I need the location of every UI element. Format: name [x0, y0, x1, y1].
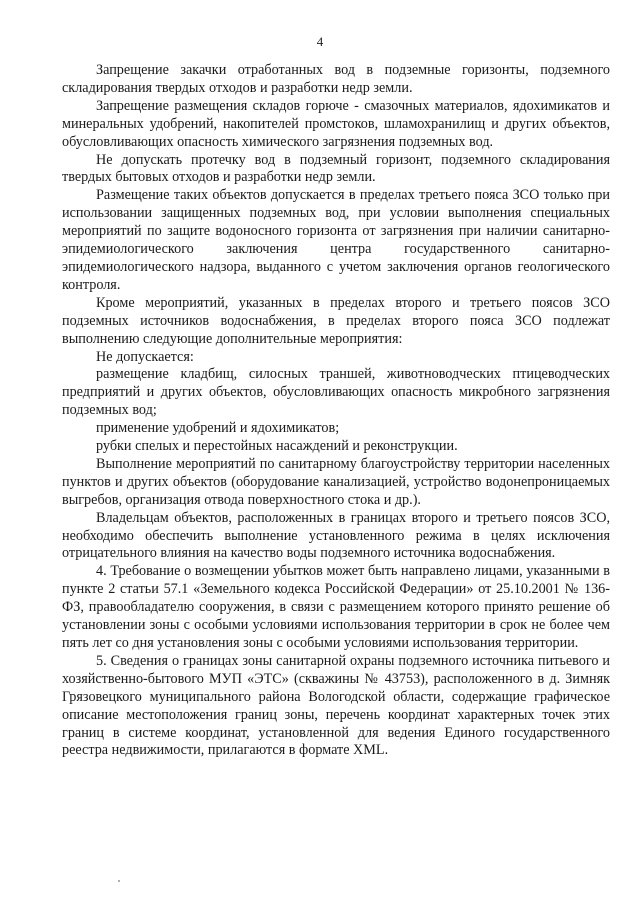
- paragraph-ban-waste-injection: Запрещение закачки отработанных вод в подземные горизонты, подземного складирования твердых отходов и разработки недр земли.: [62, 62, 610, 96]
- paragraph-item-4-damages: 4. Требование о возмещении убытков может быть направлено лицами, указанными в пункте 2 статьи 57.1 «Земельного кодекса Российской Федерации» от 25.10.2001 № 136-ФЗ, правообладателю сооружения, в связи с размещением которого принято решение об установлении зоны с особыми условиями использования территории в срок не более чем пять лет со дня установления зоны с особыми условиями использования территории.: [62, 563, 610, 651]
- paragraph-second-belt-measures: Кроме мероприятий, указанных в пределах второго и третьего поясов ЗСО подземных источников водоснабжения, в пределах второго пояса ЗСО подлежат выполнению следующие дополнительные мероприятия:: [62, 294, 610, 347]
- paragraph-sanitary-improvement: Выполнение мероприятий по санитарному благоустройству территории населенных пунктов и других объектов (оборудование канализацией, устройство водонепроницаемых выгребов, организация отвода поверхностного стока и др.).: [62, 455, 610, 508]
- paragraph-cemeteries: размещение кладбищ, силосных траншей, животноводческих птицеводческих предприятий и других объектов, обусловливающих опасность микробного загрязнения подземных вод;: [62, 366, 610, 419]
- scan-speck: [118, 880, 120, 882]
- paragraph-no-leakage: Не допускать протечку вод в подземный горизонт, подземного складирования твердых бытовых отходов и разработки недр земли.: [62, 151, 610, 186]
- document-body: [62, 62, 610, 760]
- paragraph-not-allowed-heading: Не допускается:: [96, 348, 194, 365]
- paragraph-logging: рубки спелых и перестойных насаждений и реконструкции.: [96, 438, 458, 455]
- page-number: 4: [316, 34, 324, 49]
- paragraph-ban-storage-warehouses: Запрещение размещения складов горюче - смазочных материалов, ядохимикатов и минеральных удобрений, накопителей промстоков, шламохранилищ и других объектов, обусловливающих опасность химического загрязнения подземных вод.: [62, 97, 610, 150]
- paragraph-third-belt-placement: Размещение таких объектов допускается в пределах третьего пояса ЗСО только при использовании защищенных подземных вод, при условии выполнения специальных мероприятий по защите водоносного горизонта от загрязнения при наличии санитарно-эпидемиологического заключения центра государственного санитарно-эпидемиологического надзора, выданного с учетом заключения органов геологического контроля.: [62, 187, 610, 293]
- paragraph-owners-obligations: Владельцам объектов, расположенных в границах второго и третьего поясов ЗСО, необходимо обеспечить выполнение установленного режима в целях исключения отрицательного влияния на качество воды подземного источника водоснабжения.: [62, 509, 610, 562]
- paragraph-fertilizers: применение удобрений и ядохимикатов;: [96, 420, 340, 437]
- paragraph-item-5-boundaries: 5. Сведения о границах зоны санитарной охраны подземного источника питьевого и хозяйственно-бытового МУП «ЭТС» (скважины № 43753), расположенного в д. Зимняк Грязовецкого муниципального района Вологодской области, содержащие графическое описание местоположения границ зоны, перечень координат характерных точек этих границ в системе координат, установленной для ведения Единого государственного реестра недвижимости, прилагаются в формате XML.: [62, 652, 610, 759]
